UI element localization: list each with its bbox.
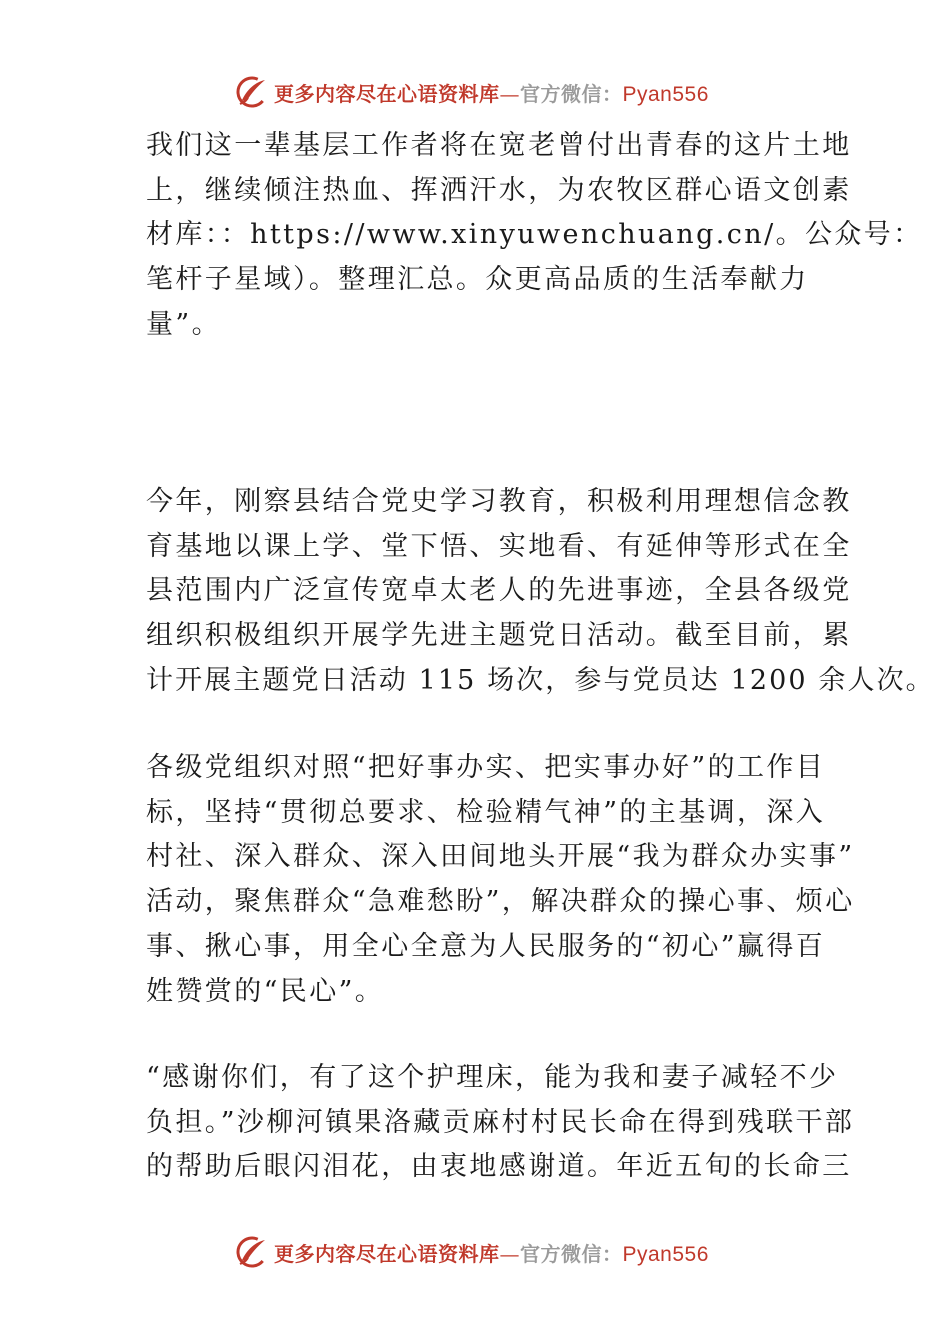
header-watermark — [234, 72, 709, 112]
text-line: “感谢你们，有了这个护理床，能为我和妻子减轻不少 — [146, 1062, 839, 1093]
text-line: 各级党组织对照“把好事办实、把实事办好”的工作目 — [146, 752, 826, 783]
text-line: 标，坚持“贯彻总要求、检验精气神”的主基调，深入 — [146, 796, 826, 828]
banner-separator: — — [499, 1241, 520, 1266]
text-line: 上，继续倾注热血、挥洒汗水，为农牧区群心语文创素 — [146, 174, 852, 206]
paragraph-4 — [146, 1056, 855, 1190]
banner-official-label: 官方微信： — [520, 1241, 623, 1266]
ink-brush-logo-icon — [234, 1234, 270, 1270]
banner-separator: — — [499, 81, 520, 106]
paragraph-2 — [146, 480, 935, 704]
text-line: 我们这一辈基层工作者将在宽老曾付出青春的这片土地 — [146, 130, 852, 161]
text-line: 材库：：https://www.xinyuwenchuang.cn/。公众号： — [146, 219, 923, 251]
text-line: 事、揪心事，用全心全意为人民服务的“初心”赢得百 — [146, 930, 826, 962]
banner-title: 更多内容尽在心语资料库 — [274, 1241, 500, 1266]
banner-wechat-handle: Pyan556 — [622, 1242, 709, 1266]
text-line: 量”。 — [146, 308, 222, 340]
paragraph-1 — [146, 124, 923, 348]
banner-title: 更多内容尽在心语资料库 — [274, 81, 500, 106]
text-line: 村社、深入群众、深入田间地头开展“我为群众办实事” — [146, 841, 855, 873]
banner-official-label: 官方微信： — [520, 81, 623, 106]
text-line: 组织积极组织开展学先进主题党日活动。截至目前，累 — [146, 620, 852, 652]
text-line: 计开展主题党日活动 115 场次，参与党员达 1200 余人次。 — [146, 664, 935, 696]
ink-brush-logo-icon — [234, 74, 270, 110]
text-line: 负担。”沙柳河镇果洛藏贡麻村村民长命在得到残联干部 — [146, 1106, 855, 1138]
text-line: 育基地以课上学、堂下悟、实地看、有延伸等形式在全 — [146, 530, 852, 562]
paragraph-3 — [146, 746, 855, 1014]
text-line: 姓赞赏的“民心”。 — [146, 975, 385, 1007]
text-line: 活动，聚焦群众“急难愁盼”，解决群众的操心事、烦心 — [146, 886, 855, 918]
footer-watermark — [234, 1232, 709, 1272]
text-line: 县范围内广泛宣传宽卓太老人的先进事迹，全县各级党 — [146, 575, 852, 607]
text-line: 的帮助后眼闪泪花，由衷地感谢道。年近五旬的长命三 — [146, 1151, 852, 1183]
text-line: 笔杆子星域）。整理汇总。众更高品质的生活奉献力 — [146, 264, 809, 296]
banner-wechat-handle: Pyan556 — [622, 82, 709, 106]
text-line: 今年，刚察县结合党史学习教育，积极利用理想信念教 — [146, 486, 852, 517]
